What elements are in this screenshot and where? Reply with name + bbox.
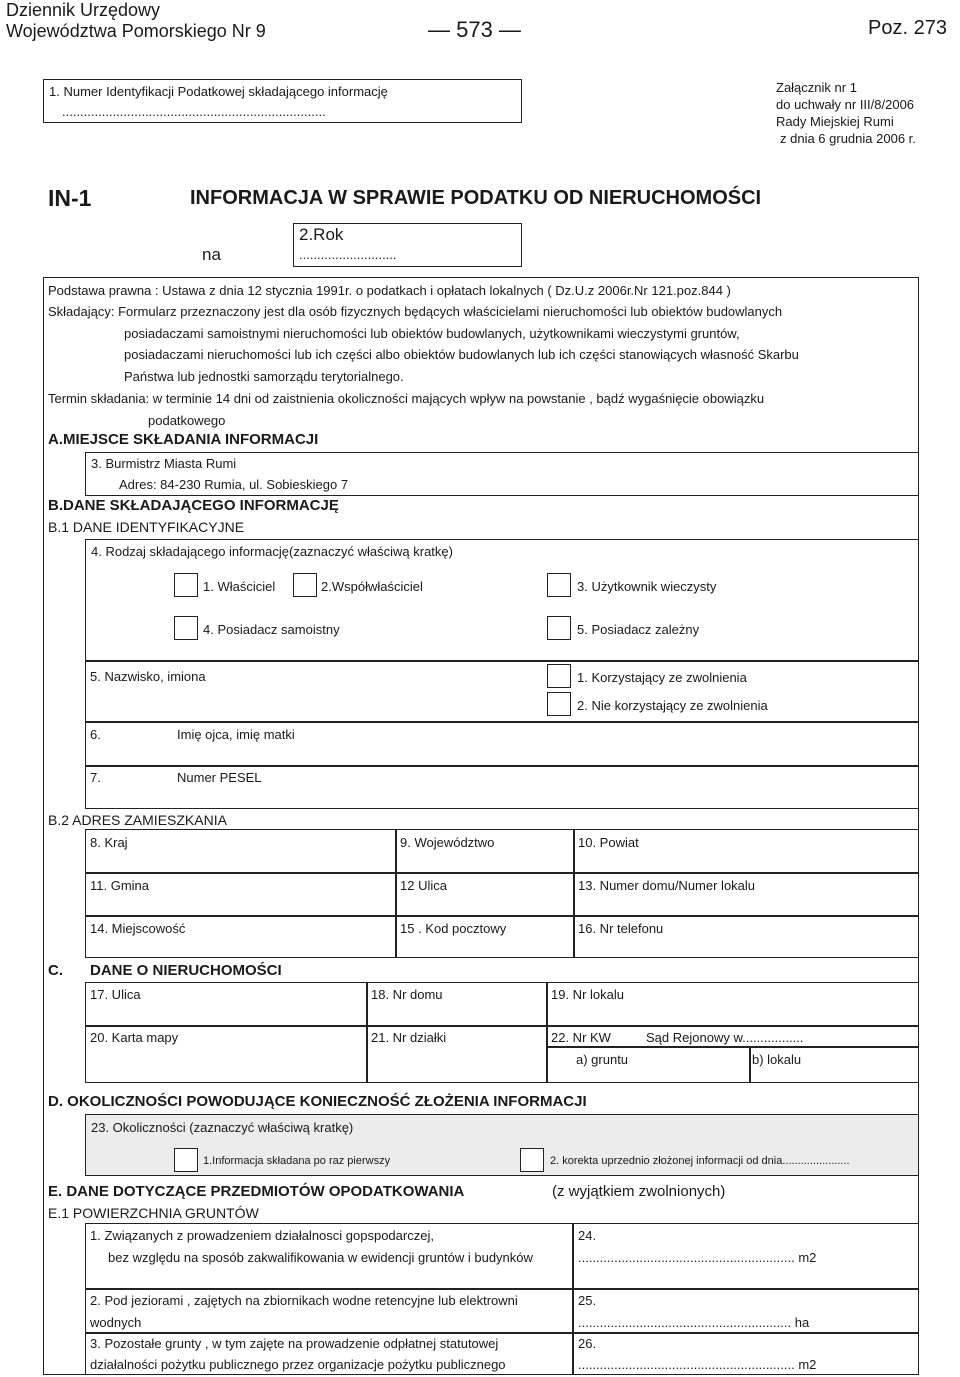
checkbox-owner[interactable]: [174, 573, 198, 597]
business-land-value[interactable]: ............................................................ m2: [578, 1250, 817, 1265]
divider: [366, 982, 368, 1083]
land-register-field: 22. Nr KW: [551, 1030, 611, 1045]
checkbox-co-owner[interactable]: [293, 573, 317, 597]
deadline-line-2: podatkowego: [148, 413, 226, 428]
section-e-title: E. DANE DOTYCZĄCE PRZEDMIOTÓW OPODATKOWANIA: [48, 1183, 465, 1200]
section-e1-title: E.1 POWIERZCHNIA GRUNTÓW: [48, 1205, 259, 1221]
street-field: 12 Ulica: [400, 878, 447, 893]
commune-field: 11. Gmina: [90, 878, 150, 893]
opt-co-owner-label: 2.Współwłaściciel: [321, 579, 423, 594]
plot-number-field: 21. Nr działki: [371, 1030, 447, 1045]
year-label: 2.Rok: [299, 225, 344, 244]
position-number: Poz. 273: [868, 17, 947, 39]
field-6-number: 6.: [90, 727, 101, 742]
divider: [85, 1025, 919, 1027]
circumstances-label: 23. Okoliczności (zaznaczyć właściwą kratkę): [91, 1120, 354, 1135]
city-field: 14. Miejscowość: [90, 921, 186, 936]
other-land-value[interactable]: ............................................................ m2: [578, 1357, 817, 1372]
journal-line-2: Województwa Pomorskiego Nr 9: [6, 21, 266, 41]
filer-line-1: Składający: Formularz przeznaczony jest dla osób fizycznych będących właścicielami nieruchomości lub obiektów budowlanych: [48, 304, 783, 319]
district-court-field: Sąd Rejonowy w.................: [646, 1030, 804, 1045]
pesel-label: Numer PESEL: [177, 770, 262, 785]
divider: [85, 872, 919, 874]
attachment-note: [776, 79, 916, 147]
business-land-line-2: bez względu na sposób zakwalifikowania w ewidencji gruntów i budynków: [108, 1250, 533, 1265]
house-number-field: 13. Numer domu/Numer lokalu: [578, 878, 756, 893]
tax-office-box: [85, 452, 919, 496]
divider: [85, 1288, 919, 1290]
year-prefix: na: [202, 245, 221, 264]
phone-field: 16. Nr telefonu: [578, 921, 664, 936]
county-field: 10. Powiat: [578, 835, 639, 850]
section-e-subtitle: (z wyjątkiem zwolnionych): [552, 1183, 726, 1200]
country-field: 8. Kraj: [90, 835, 128, 850]
filer-line-2: posiadaczami samoistnymi nieruchomości lub obiektów budowlanych, użytkownikami wieczystymi gruntów,: [124, 326, 740, 341]
map-sheet-field: 20. Karta mapy: [90, 1030, 179, 1045]
field-7-number: 7.: [90, 770, 101, 785]
water-land-line-2: wodnych: [90, 1315, 142, 1330]
not-exempt-label: 2. Nie korzystający ze zwolnienia: [577, 698, 768, 713]
deadline-line-1: Termin składania: w terminie 14 dni od zaistnienia okoliczności mających wpływ na powstanie , bądź wygaśnięcie obowiązku: [48, 391, 765, 406]
attachment-line-1: Załącznik nr 1: [776, 80, 857, 95]
filer-type-box: [85, 539, 919, 661]
checkbox-independent-holder[interactable]: [174, 616, 198, 640]
property-unit-field: 19. Nr lokalu: [551, 987, 624, 1002]
divider: [85, 1332, 919, 1334]
form-code: IN-1: [48, 185, 92, 211]
section-b1-title: B.1 DANE IDENTYFIKACYJNE: [48, 519, 245, 535]
filer-line-3: posiadaczami nieruchomości lub ich części albo obiektów budowlanych lub ich części stanowiących własność Skarbu: [124, 347, 799, 362]
checkbox-perpetual-user[interactable]: [547, 573, 571, 597]
correction-label: 2. korekta uprzednio złożonej informacji od dnia......................: [550, 1155, 850, 1167]
journal-name: [6, 0, 266, 42]
nip-label: 1. Numer Identyfikacji Podatkowej składającego informację: [49, 84, 388, 99]
postal-code-field: 15 . Kod pocztowy: [400, 921, 507, 936]
filer-line-4: Państwa lub jednostki samorządu terytorialnego.: [124, 369, 404, 384]
divider: [395, 829, 397, 958]
other-land-line-1: 3. Pozostałe grunty , w tym zajęte na prowadzenie odpłatnej statutowej: [90, 1336, 499, 1351]
register-unit-label: b) lokalu: [752, 1052, 802, 1067]
nip-box[interactable]: [43, 79, 522, 123]
year-box[interactable]: [293, 223, 522, 267]
divider: [749, 1046, 751, 1083]
filer-type-label: 4. Rodzaj składającego informację(zaznaczyć właściwą kratkę): [91, 544, 453, 559]
water-land-line-1: 2. Pod jeziorami , zajętych na zbiornikach wodne retencyjne lub elektrowni: [90, 1293, 518, 1308]
checkbox-not-exempt[interactable]: [547, 692, 571, 716]
property-house-field: 18. Nr domu: [371, 987, 443, 1002]
tax-office: 3. Burmistrz Miasta Rumi: [91, 456, 237, 471]
attachment-line-2: do uchwały nr III/8/2006: [776, 97, 915, 112]
attachment-line-3: Rady Miejskiej Rumi: [776, 114, 894, 129]
journal-line-1: Dziennik Urzędowy: [6, 0, 161, 20]
business-land-number: 24.: [578, 1228, 597, 1243]
business-land-line-1: 1. Związanych z prowadzeniem działalnosci gopspodarczej,: [90, 1228, 434, 1243]
divider: [572, 1223, 574, 1375]
section-a-title: A.MIEJSCE SKŁADANIA INFORMACJI: [48, 431, 319, 448]
parents-names-label: Imię ojca, imię matki: [177, 727, 295, 742]
other-land-line-2: działalności pożytku publicznego przez organizacje pożytku publicznego: [90, 1357, 506, 1372]
legal-basis: Podstawa prawna : Ustawa z dnia 12 stycznia 1991r. o podatkach i opłatach lokalnych ( Dz.U.z 2006r.Nr 121.poz.844 ): [48, 283, 731, 298]
nip-dots: .........................................................................: [62, 104, 326, 119]
page-number: — 573 —: [428, 17, 521, 42]
surname-label: 5. Nazwisko, imiona: [90, 669, 206, 684]
divider: [85, 765, 919, 767]
checkbox-first-filing[interactable]: [174, 1148, 198, 1172]
checkbox-exempt[interactable]: [547, 664, 571, 688]
opt-perpetual-user-label: 3. Użytkownik wieczysty: [577, 579, 717, 594]
section-c-letter: C.: [48, 962, 63, 979]
divider: [85, 721, 919, 723]
tax-office-address: Adres: 84-230 Rumia, ul. Sobieskiego 7: [119, 477, 349, 492]
divider: [573, 829, 575, 958]
section-b-title: B.DANE SKŁADAJĄCEGO INFORMACJĘ: [48, 497, 339, 514]
divider: [85, 915, 919, 917]
divider: [546, 1046, 919, 1048]
checkbox-correction[interactable]: [520, 1148, 544, 1172]
checkbox-dependent-holder[interactable]: [547, 616, 571, 640]
attachment-line-4: z dnia 6 grudnia 2006 r.: [780, 131, 916, 146]
form-title: INFORMACJA W SPRAWIE PODATKU OD NIERUCHOMOŚCI: [190, 187, 762, 209]
opt-independent-holder-label: 4. Posiadacz samoistny: [203, 622, 340, 637]
water-land-value[interactable]: ........................................................... ha: [578, 1315, 810, 1330]
water-land-number: 25.: [578, 1293, 597, 1308]
section-c-title: DANE O NIERUCHOMOŚCI: [90, 962, 282, 979]
opt-owner-label: 1. Właściciel: [203, 579, 276, 594]
voivodeship-field: 9. Województwo: [400, 835, 495, 850]
register-land-label: a) gruntu: [576, 1052, 629, 1067]
opt-dependent-holder-label: 5. Posiadacz zależny: [577, 622, 700, 637]
year-dots: ...........................: [299, 247, 397, 262]
property-street-field: 17. Ulica: [90, 987, 141, 1002]
section-d-title: D. OKOLICZNOŚCI POWODUJĄCE KONIECZNOŚĆ ZŁOŻENIA INFORMACJI: [48, 1093, 587, 1110]
section-b2-title: B.2 ADRES ZAMIESZKANIA: [48, 812, 227, 828]
other-land-number: 26.: [578, 1336, 597, 1351]
divider: [546, 982, 548, 1083]
first-filing-label: 1.Informacja składana po raz pierwszy: [203, 1155, 391, 1167]
address-box: [85, 829, 919, 958]
exempt-label: 1. Korzystający ze zwolnienia: [577, 670, 747, 685]
